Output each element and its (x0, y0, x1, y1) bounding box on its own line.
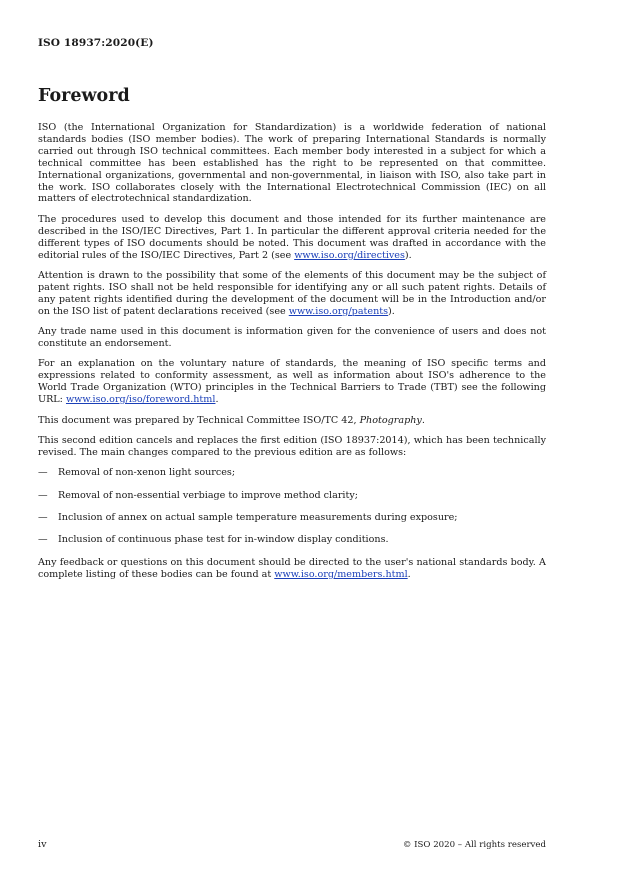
paragraph-procedures-end: ). (404, 249, 412, 261)
paragraph-feedback-end: . (407, 568, 411, 580)
foreword-link[interactable]: www.iso.org/iso/foreword.html (65, 394, 216, 406)
patents-link[interactable]: www.iso.org/patents (288, 305, 389, 317)
change-list-item-text: Inclusion of annex on actual sample temperature measurements during exposure; (58, 512, 458, 524)
page-number: iv (38, 839, 47, 850)
directives-link[interactable]: www.iso.org/directives (294, 249, 405, 261)
page-title: Foreword (38, 86, 130, 106)
change-list-item-text: Removal of non-essential verbiage to improve method clarity; (58, 489, 359, 501)
change-list-item (38, 512, 546, 524)
members-link[interactable]: www.iso.org/members.html (274, 568, 408, 580)
paragraph-procedures-text: The procedures used to develop this document and those intended for its further maintenance are described in the ISO/IEC Directives, Part 1. In particular the different approval criteria needed for the different types of ISO documents should be noted. This document was drafted in accordance with the editorial rules of the ISO/IEC Directives, Part 2 (see (38, 213, 546, 261)
paragraph-patents-end: ). (388, 305, 395, 317)
list-dash: — (38, 467, 48, 479)
list-dash: — (38, 489, 48, 501)
paragraph-trade-name: Any trade name used in this document is information given for the convenience of users and does not constitute an endorsement. (38, 326, 546, 349)
change-list-item (38, 534, 546, 546)
change-list-item (38, 490, 546, 502)
paragraph-iso-intro: ISO (the International Organization for Standardization) is a worldwide federation of national standards bodies (ISO member bodies). The work of preparing International Standards is normally carried out through ISO technical committees. Each member body interested in a subject for which a technical committee has been established has the right to be represented on that committee. International organizations, governmental and non-governmental, in liaison with ISO, also take part in the work. ISO collaborates closely with the International Electrotechnical Commission (IEC) on all matters of electrotechnical standardization. (38, 122, 546, 205)
document-header-id: ISO 18937:2020(E) (38, 37, 154, 49)
paragraph-committee-text: This document was prepared by Technical Committee ISO/TC 42, (38, 414, 360, 426)
paragraph-committee (38, 415, 546, 427)
change-list-item (38, 467, 546, 479)
paragraph-patents-text: Attention is drawn to the possibility that some of the elements of this document may be the subject of patent rights. ISO shall not be held responsible for identifying any or all such patent rights. Details of any patent rights identified during the development of the document will be in the Introduction and/or on the ISO list of patent declarations received (see (38, 269, 546, 317)
change-list-item-text: Removal of non-xenon light sources; (58, 467, 236, 479)
paragraph-committee-end: . (421, 414, 425, 426)
paragraph-feedback-text: Any feedback or questions on this document should be directed to the user's national standards body. A complete listing of these bodies can be found at (38, 556, 546, 580)
list-dash: — (38, 512, 48, 524)
list-dash: — (38, 534, 48, 546)
paragraph-voluntary-text: For an explanation on the voluntary nature of standards, the meaning of ISO specific terms and expressions related to conformity assessment, as well as information about ISO's adherence to the World Trade Organization (WTO) principles in the Technical Barriers to Trade (TBT) see the following URL: (38, 358, 546, 406)
paragraph-feedback (38, 557, 546, 581)
paragraph-patents (38, 270, 546, 318)
paragraph-voluntary-nature (38, 358, 546, 406)
paragraph-second-edition: This second edition cancels and replaces the first edition (ISO 18937:2014), which has been technically revised. The main changes compared to the previous edition are as follows: (38, 434, 546, 458)
committee-name: Photography (359, 414, 422, 426)
paragraph-procedures (38, 214, 546, 262)
copyright-notice: © ISO 2020 – All rights reserved (402, 840, 546, 850)
foreword-body (38, 122, 546, 589)
paragraph-voluntary-end: . (215, 394, 219, 406)
change-list-item-text: Inclusion of continuous phase test for in-window display conditions. (58, 534, 389, 546)
